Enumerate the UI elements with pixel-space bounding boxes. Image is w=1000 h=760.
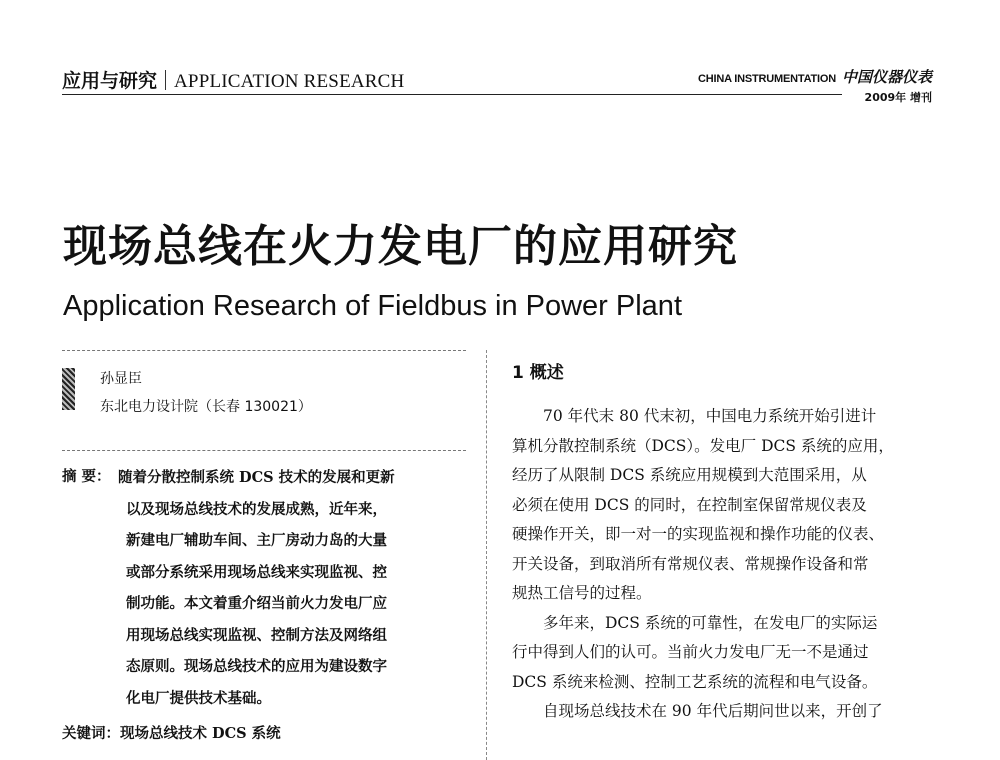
abstract-line: 用现场总线实现监视、控制方法及网络组: [126, 626, 387, 644]
magazine-name-en: CHINA INSTRUMENTATION: [698, 73, 836, 85]
running-header: [62, 58, 932, 104]
column-divider: [486, 350, 487, 760]
section-heading: 1 概述: [512, 363, 564, 383]
magazine-logo-cn: 中国仪器仪表: [841, 68, 932, 86]
body-line: 必须在使用 DCS 的同时，在控制室保留常规仪表及: [512, 495, 867, 514]
header-separator: [165, 70, 166, 90]
body-line: 规热工信号的过程。: [512, 584, 652, 602]
body-line: 多年来，DCS 系统的可靠性，在发电厂的实际运: [543, 613, 878, 632]
divider-top: [62, 350, 466, 351]
author-affiliation: 东北电力设计院（长春 130021）: [100, 399, 312, 415]
abstract-line: 或部分系统采用现场总线来实现监视、控: [126, 563, 387, 581]
abstract-line: 化电厂提供技术基础。: [126, 689, 271, 707]
section-body: [512, 402, 932, 727]
body-line: 经历了从限制 DCS 系统应用规模到大范围采用，从: [512, 466, 867, 484]
keywords-label: 关键词：: [62, 726, 120, 742]
body-line: DCS 系统来检测、控制工艺系统的流程和电气设备。: [512, 672, 878, 691]
abstract-line: 随着分散控制系统 DCS 技术的发展和更新: [118, 469, 395, 486]
abstract-line: 制功能。本文着重介绍当前火力发电厂应: [126, 595, 387, 612]
abstract-line: 态原则。现场总线技术的应用为建设数字: [126, 658, 387, 675]
abstract-line: 新建电厂辅助车间、主厂房动力岛的大量: [126, 532, 387, 549]
body-line: 行中得到人们的认可。当前火力发电厂无一不是通过: [512, 643, 869, 661]
author-name: 孙显臣: [100, 371, 142, 387]
issue-label: 2009年 增刊: [864, 91, 932, 104]
keywords: [62, 722, 281, 743]
author-marker-icon: [62, 368, 75, 410]
article-title: 现场总线在火力发电厂的应用研究: [63, 221, 738, 272]
body-line: 开关设备，到取消所有常规仪表、常规操作设备和常: [512, 554, 869, 573]
body-line: 自现场总线技术在 90 年代后期问世以来，开创了: [543, 702, 883, 720]
article-subtitle: Application Research of Fieldbus in Power Plant: [63, 290, 682, 322]
abstract-label: 摘 要：: [62, 469, 111, 485]
divider-author: [62, 450, 466, 451]
abstract-text: [118, 462, 466, 714]
left-column: [62, 350, 466, 760]
body-line: 70 年代末 80 代末初，中国电力系统开始引进计: [543, 407, 877, 425]
header-section-cn: 应用与研究: [62, 70, 158, 92]
header-magazine: [698, 66, 932, 105]
header-section-en: APPLICATION RESEARCH: [174, 71, 405, 92]
keywords-text: 现场总线技术 DCS 系统: [120, 725, 281, 742]
body-line: 硬操作开关，即一对一的实现监视和操作功能的仪表、: [512, 525, 885, 543]
abstract-line: 以及现场总线技术的发展成熟，近年来，: [126, 500, 387, 518]
header-section: [62, 66, 404, 93]
body-line: 算机分散控制系统（DCS）。发电厂 DCS 系统的应用，: [512, 436, 894, 455]
